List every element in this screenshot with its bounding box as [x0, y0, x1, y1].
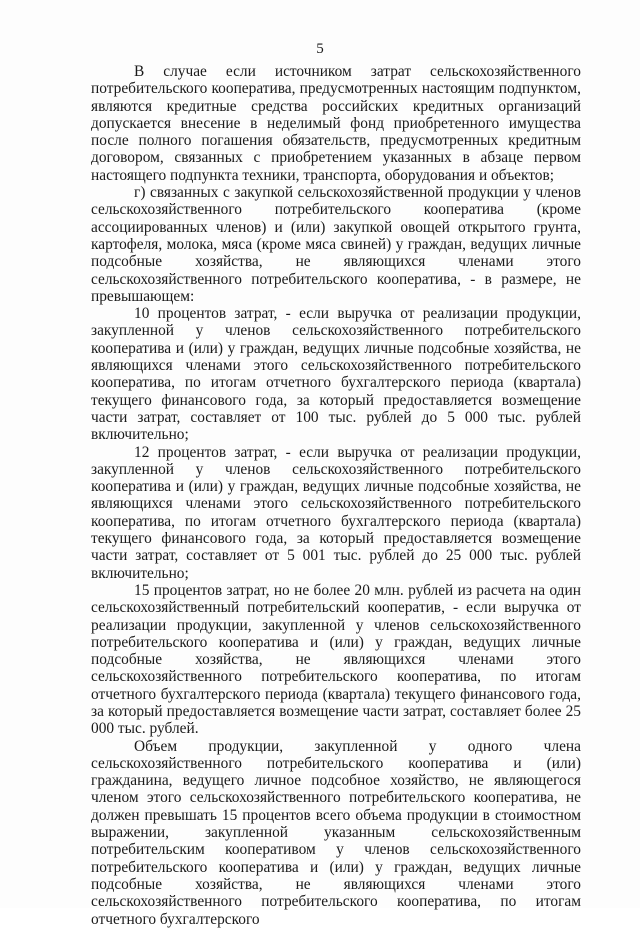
document-body: [91, 63, 581, 928]
paragraph-10-percent: 10 процентов затрат, - если выручка от реализации продукции, закупленной у членов сельскохозяйственного потребительского кооператива и (или) у граждан, ведущих личные подсобные хозяйства, не являющихся членами этого сельскохозяйственного потребительского кооператива, по итогам отчетного бухгалтерского периода (квартала) текущего финансового года, за который предоставляется возмещение части затрат, составляет от 100 тыс. рублей до 5 000 тыс. рублей включительно;: [91, 305, 581, 444]
page-number: 5: [316, 41, 324, 57]
paragraph-purchase-volume: Объем продукции, закупленной у одного члена сельскохозяйственного потребительского кооператива и (или) гражданина, ведущего личное подсобное хозяйство, не являющегося членом этого сельскохозяйственного потребительского кооператива, не должен превышать 15 процентов всего объема продукции в стоимостном выражении, закупленной указанным сельскохозяйственным потребительским кооперативом у членов сельскохозяйственного потребительского кооператива и (или) у граждан, ведущих личные подсобные хозяйства, не являющихся членами этого сельскохозяйственного потребительского кооператива, по итогам отчетного бухгалтерского: [91, 737, 581, 928]
paragraph-item-g: г) связанных с закупкой сельскохозяйственной продукции у членов сельскохозяйственного потребительского кооператива (кроме ассоциированных членов) и (или) закупкой овощей открытого грунта, картофеля, молока, мяса (кроме мяса свиней) у граждан, ведущих личные подсобные хозяйства, не являющихся членами этого сельскохозяйственного потребительского кооператива, - в размере, не превышающем:: [91, 184, 581, 305]
paragraph-credit-funds: В случае если источником затрат сельскохозяйственного потребительского кооператива, предусмотренных настоящим подпунктом, являются кредитные средства российских кредитных организаций допускается внесение в неделимый фонд приобретенного имущества после полного погашения обязательств, предусмотренных кредитным договором, связанных с приобретением указанных в абзаце первом настоящего подпункта техники, транспорта, оборудования и объектов;: [91, 63, 581, 184]
paragraph-12-percent: 12 процентов затрат, - если выручка от реализации продукции, закупленной у членов сельскохозяйственного потребительского кооператива и (или) у граждан, ведущих личные подсобные хозяйства, не являющихся членами этого сельскохозяйственного потребительского кооператива, по итогам отчетного бухгалтерского периода (квартала) текущего финансового года, за который предоставляется возмещение части затрат, составляет от 5 001 тыс. рублей до 25 000 тыс. рублей включительно;: [91, 443, 581, 582]
paragraph-15-percent: 15 процентов затрат, но не более 20 млн. рублей из расчета на один сельскохозяйственный потребительский кооператив, - если выручка от реализации продукции, закупленной у членов сельскохозяйственного потребительского кооператива и (или) у граждан, ведущих личные подсобные хозяйства, не являющихся членами этого сельскохозяйственного потребительского кооператива, по итогам отчетного бухгалтерского периода (квартала) текущего финансового года, за который предоставляется возмещение части затрат, составляет более 25 000 тыс. рублей.: [91, 581, 581, 738]
